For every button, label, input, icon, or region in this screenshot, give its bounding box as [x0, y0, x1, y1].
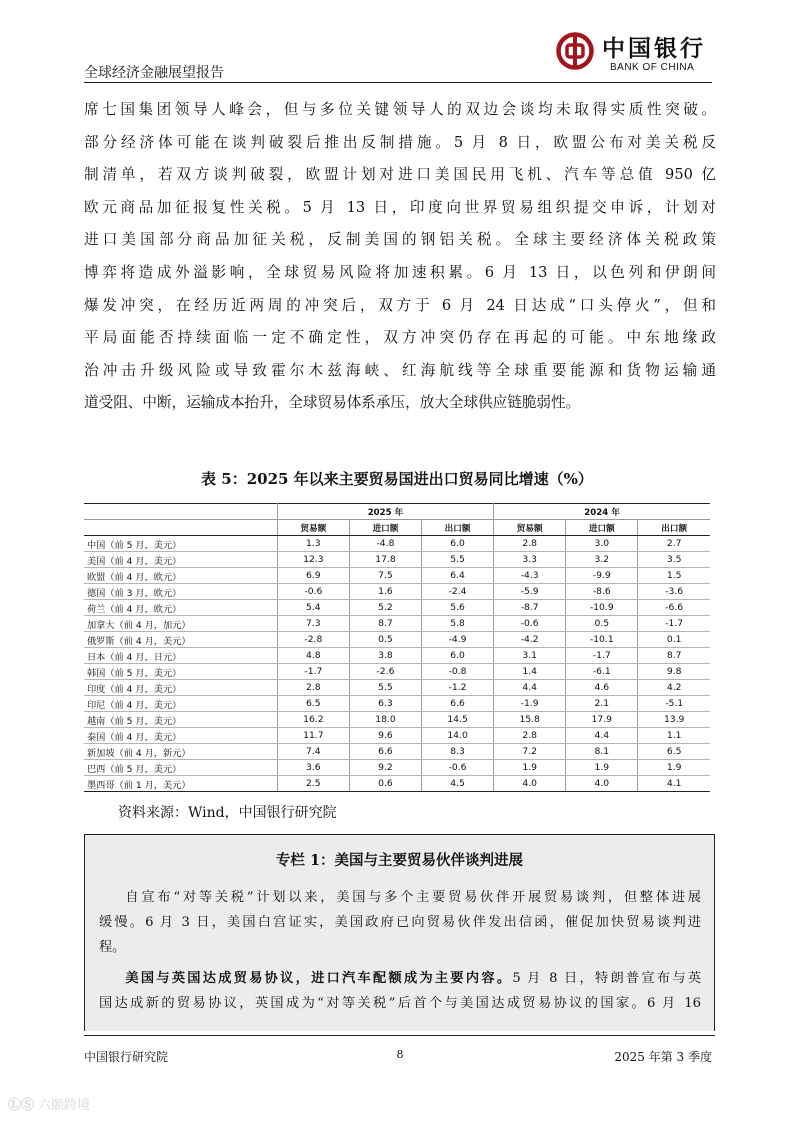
- table-corner-cell: [84, 504, 277, 520]
- table-cell: 2.8: [494, 536, 566, 552]
- watermark: [8, 1094, 90, 1113]
- table-cell: 1.4: [494, 664, 566, 680]
- table-cell: 4.6: [566, 680, 638, 696]
- table-cell: -2.8: [277, 632, 349, 648]
- row-label: 泰国（前 4 月，美元）: [84, 728, 277, 744]
- trade-growth-table: [84, 503, 710, 792]
- table-cell: 6.6: [349, 744, 421, 760]
- table-cell: -3.6: [638, 584, 710, 600]
- table-cell: -6.1: [566, 664, 638, 680]
- row-label: 欧盟（前 4 月，欧元）: [84, 568, 277, 584]
- body-text-line: 爆发冲突，在经历近两周的冲突后，双方于 6 月 24 日达成“口头停火”，但和: [84, 296, 716, 314]
- table-cell: 4.2: [638, 680, 710, 696]
- column-header-trade-2024: 贸易额: [494, 520, 566, 536]
- body-text-line: 进口美国部分商品加征关税，反制美国的钢铝关税。全球主要经济体关税政策: [84, 231, 716, 249]
- table-cell: 9.2: [349, 760, 421, 776]
- table-cell: 1.9: [494, 760, 566, 776]
- row-label: 美国（前 4 月，美元）: [84, 552, 277, 568]
- data-source-note: 资料来源：Wind，中国银行研究院: [118, 805, 337, 821]
- table-cell: 7.2: [494, 744, 566, 760]
- body-text-line: 博弈将造成外溢影响，全球贸易风险将加速积累。6 月 13 日，以色列和伊朗间: [84, 263, 716, 281]
- row-label: 墨西哥（前 1 月，美元）: [84, 776, 277, 792]
- table-cell: 1.9: [638, 760, 710, 776]
- table-cell: 6.0: [422, 648, 494, 664]
- table-cell: -10.9: [566, 600, 638, 616]
- table-cell: -6.6: [638, 600, 710, 616]
- table-cell: 15.8: [494, 712, 566, 728]
- row-label: 新加坡（前 4 月，新元）: [84, 744, 277, 760]
- table-corner-cell: [84, 520, 277, 536]
- table-cell: -5.1: [638, 696, 710, 712]
- table-header-2025: 2025 年: [277, 504, 493, 520]
- row-label: 加拿大（前 4 月，加元）: [84, 616, 277, 632]
- watermark-logo-icon: ⓁⓈ: [8, 1098, 35, 1113]
- table-header-2024: 2024 年: [494, 504, 710, 520]
- body-text-line: 道受阻、中断，运输成本抬升，全球贸易体系承压，放大全球供应链脆弱性。: [84, 394, 581, 412]
- table-cell: 3.3: [494, 552, 566, 568]
- table-cell: 7.4: [277, 744, 349, 760]
- table-row: [84, 632, 710, 648]
- table-cell: 9.6: [349, 728, 421, 744]
- table-cell: -4.2: [494, 632, 566, 648]
- table-cell: -0.8: [422, 664, 494, 680]
- table-cell: 8.3: [422, 744, 494, 760]
- column-paragraph-line: 国达成新的贸易协议，英国成为“对等关税”后首个与美国达成贸易协议的国家。6 月 16: [99, 996, 701, 1011]
- page-number: 8: [396, 1048, 404, 1061]
- table-row: [84, 584, 710, 600]
- table-cell: -0.6: [494, 616, 566, 632]
- table-cell: 4.5: [422, 776, 494, 792]
- table-cell: 4.0: [566, 776, 638, 792]
- logo-chinese-name: 中国银行: [602, 35, 706, 62]
- table-cell: -8.7: [494, 600, 566, 616]
- table-cell: 3.0: [566, 536, 638, 552]
- table-cell: 4.8: [277, 648, 349, 664]
- table-cell: 17.9: [566, 712, 638, 728]
- table-cell: 3.8: [349, 648, 421, 664]
- row-label: 日本（前 4 月，日元）: [84, 648, 277, 664]
- row-label: 印尼（前 4 月，美元）: [84, 696, 277, 712]
- table-cell: 2.7: [638, 536, 710, 552]
- table-cell: 14.0: [422, 728, 494, 744]
- row-label: 荷兰（前 4 月，欧元）: [84, 600, 277, 616]
- footer-divider: [84, 1035, 715, 1036]
- table-row: [84, 696, 710, 712]
- body-text-line: 制清单，若双方谈判破裂，欧盟计划对进口美国民用飞机、汽车等总值 950 亿: [84, 166, 716, 184]
- table-cell: 2.1: [566, 696, 638, 712]
- table-row: [84, 648, 710, 664]
- table-cell: 17.8: [349, 552, 421, 568]
- table-row: [84, 536, 710, 552]
- row-label: 俄罗斯（前 4 月，美元）: [84, 632, 277, 648]
- column-paragraph-text: 5 月 8 日，特朗普宣布与英: [512, 971, 702, 986]
- column-header-export-2024: 出口额: [638, 520, 710, 536]
- table-cell: 8.7: [349, 616, 421, 632]
- table-cell: 0.1: [638, 632, 710, 648]
- table-row: [84, 744, 710, 760]
- body-text-line: 治冲击升级风险或导致霍尔木兹海峡、红海航线等全球重要能源和货物运输通: [84, 361, 716, 379]
- table-cell: 6.4: [422, 568, 494, 584]
- footer-publisher: 中国银行研究院: [84, 1050, 169, 1064]
- table-cell: 1.6: [349, 584, 421, 600]
- table-cell: -5.9: [494, 584, 566, 600]
- row-label: 越南（前 5 月，美元）: [84, 712, 277, 728]
- table-cell: 0.5: [349, 632, 421, 648]
- logo-english-name: BANK OF CHINA: [610, 62, 695, 73]
- table-cell: 13.9: [638, 712, 710, 728]
- row-label: 印度（前 4 月，美元）: [84, 680, 277, 696]
- column-bold-lead: 美国与英国达成贸易协议，进口汽车配额成为主要内容。: [125, 971, 513, 986]
- table-cell: -9.9: [566, 568, 638, 584]
- column-paragraph-line: 自宣布“对等关税”计划以来，美国与多个主要贸易伙伴开展贸易谈判，但整体进展: [125, 890, 701, 905]
- table-cell: -2.6: [349, 664, 421, 680]
- table-cell: -10.1: [566, 632, 638, 648]
- table-cell: 3.1: [494, 648, 566, 664]
- table-row: [84, 552, 710, 568]
- table-body: [84, 536, 710, 792]
- table-cell: 3.2: [566, 552, 638, 568]
- column-box-text: [99, 885, 701, 1016]
- table-cell: 5.5: [422, 552, 494, 568]
- row-label: 德国（前 3 月，欧元）: [84, 584, 277, 600]
- table-row: [84, 664, 710, 680]
- table-cell: 7.3: [277, 616, 349, 632]
- table-cell: 5.6: [422, 600, 494, 616]
- table-cell: -0.6: [277, 584, 349, 600]
- table-cell: -4.8: [349, 536, 421, 552]
- table-cell: 4.4: [566, 728, 638, 744]
- column-paragraph-line: [99, 966, 701, 991]
- table-cell: 0.6: [349, 776, 421, 792]
- table-cell: 6.5: [277, 696, 349, 712]
- column-header-import-2024: 进口额: [566, 520, 638, 536]
- feature-column-box: [84, 834, 715, 1031]
- table-cell: 0.5: [566, 616, 638, 632]
- footer-quarter: 2025 年第 3 季度: [614, 1050, 712, 1064]
- column-paragraph-line: 缓慢。6 月 3 日，美国白宫证实，美国政府已向贸易伙伴发出信函，催促加快贸易谈判进: [99, 915, 701, 930]
- column-header-export-2025: 出口额: [422, 520, 494, 536]
- table-cell: 6.9: [277, 568, 349, 584]
- table-cell: 14.5: [422, 712, 494, 728]
- table-cell: 8.7: [638, 648, 710, 664]
- body-text-line: 部分经济体可能在谈判破裂后推出反制措施。5 月 8 日，欧盟公布对美关税反: [84, 133, 716, 151]
- table-cell: 3.5: [638, 552, 710, 568]
- report-title: 全球经济金融展望报告: [84, 65, 224, 81]
- body-text-line: 平局面能否持续面临一定不确定性，双方冲突仍存在再起的可能。中东地缘政: [84, 329, 716, 347]
- table-cell: 16.2: [277, 712, 349, 728]
- table-cell: -1.7: [277, 664, 349, 680]
- table-cell: 6.6: [422, 696, 494, 712]
- row-label: 韩国（前 5 月，美元）: [84, 664, 277, 680]
- table-cell: 2.8: [277, 680, 349, 696]
- table-cell: 4.4: [494, 680, 566, 696]
- table-cell: 18.0: [349, 712, 421, 728]
- bank-logo: [556, 28, 712, 80]
- table-cell: 12.3: [277, 552, 349, 568]
- table-cell: -0.6: [422, 760, 494, 776]
- table-cell: -4.9: [422, 632, 494, 648]
- table-cell: 5.4: [277, 600, 349, 616]
- table-cell: 6.5: [638, 744, 710, 760]
- table-row: [84, 680, 710, 696]
- body-text-line: 席七国集团领导人峰会，但与多位关键领导人的双边会谈均未取得实质性突破。: [84, 101, 716, 118]
- column-box-title: 专栏 1：美国与主要贸易伙伴谈判进展: [275, 852, 524, 869]
- table-cell: 9.8: [638, 664, 710, 680]
- table-row: [84, 616, 710, 632]
- body-paragraph: [84, 94, 716, 420]
- table-cell: 11.7: [277, 728, 349, 744]
- table-cell: -1.7: [566, 648, 638, 664]
- table-cell: 1.9: [566, 760, 638, 776]
- header-divider: [84, 82, 712, 83]
- body-text-line: 欧元商品加征报复性关税。5 月 13 日，印度向世界贸易组织提交申诉，计划对: [84, 198, 716, 216]
- table-row: [84, 728, 710, 744]
- table-cell: -2.4: [422, 584, 494, 600]
- table-cell: 4.1: [638, 776, 710, 792]
- table-cell: 2.8: [494, 728, 566, 744]
- table-cell: 8.1: [566, 744, 638, 760]
- table-cell: -1.9: [494, 696, 566, 712]
- column-header-import-2025: 进口额: [349, 520, 421, 536]
- table-cell: 4.0: [494, 776, 566, 792]
- table-cell: 2.5: [277, 776, 349, 792]
- table-cell: -1.2: [422, 680, 494, 696]
- bank-of-china-logo-icon: [556, 32, 594, 70]
- table-cell: 1.1: [638, 728, 710, 744]
- table-row: [84, 712, 710, 728]
- column-header-trade-2025: 贸易额: [277, 520, 349, 536]
- table-title: 表 5：2025 年以来主要贸易国进出口贸易同比增速（%）: [201, 470, 593, 488]
- table-cell: 5.8: [422, 616, 494, 632]
- table-cell: 6.0: [422, 536, 494, 552]
- table-cell: -1.7: [638, 616, 710, 632]
- table-cell: 7.5: [349, 568, 421, 584]
- column-paragraph-line: 程。: [99, 940, 126, 955]
- watermark-text: 六颐跨境: [38, 1098, 91, 1113]
- table-row: [84, 600, 710, 616]
- table-cell: 6.3: [349, 696, 421, 712]
- table-cell: -4.3: [494, 568, 566, 584]
- table-cell: 5.2: [349, 600, 421, 616]
- table-row: [84, 760, 710, 776]
- table-cell: 3.6: [277, 760, 349, 776]
- table-row: [84, 776, 710, 792]
- table-cell: 1.3: [277, 536, 349, 552]
- table-cell: -8.6: [566, 584, 638, 600]
- table-row: [84, 568, 710, 584]
- row-label: 巴西（前 5 月，美元）: [84, 760, 277, 776]
- table-cell: 5.5: [349, 680, 421, 696]
- row-label: 中国（前 5 月，美元）: [84, 536, 277, 552]
- table-cell: 1.5: [638, 568, 710, 584]
